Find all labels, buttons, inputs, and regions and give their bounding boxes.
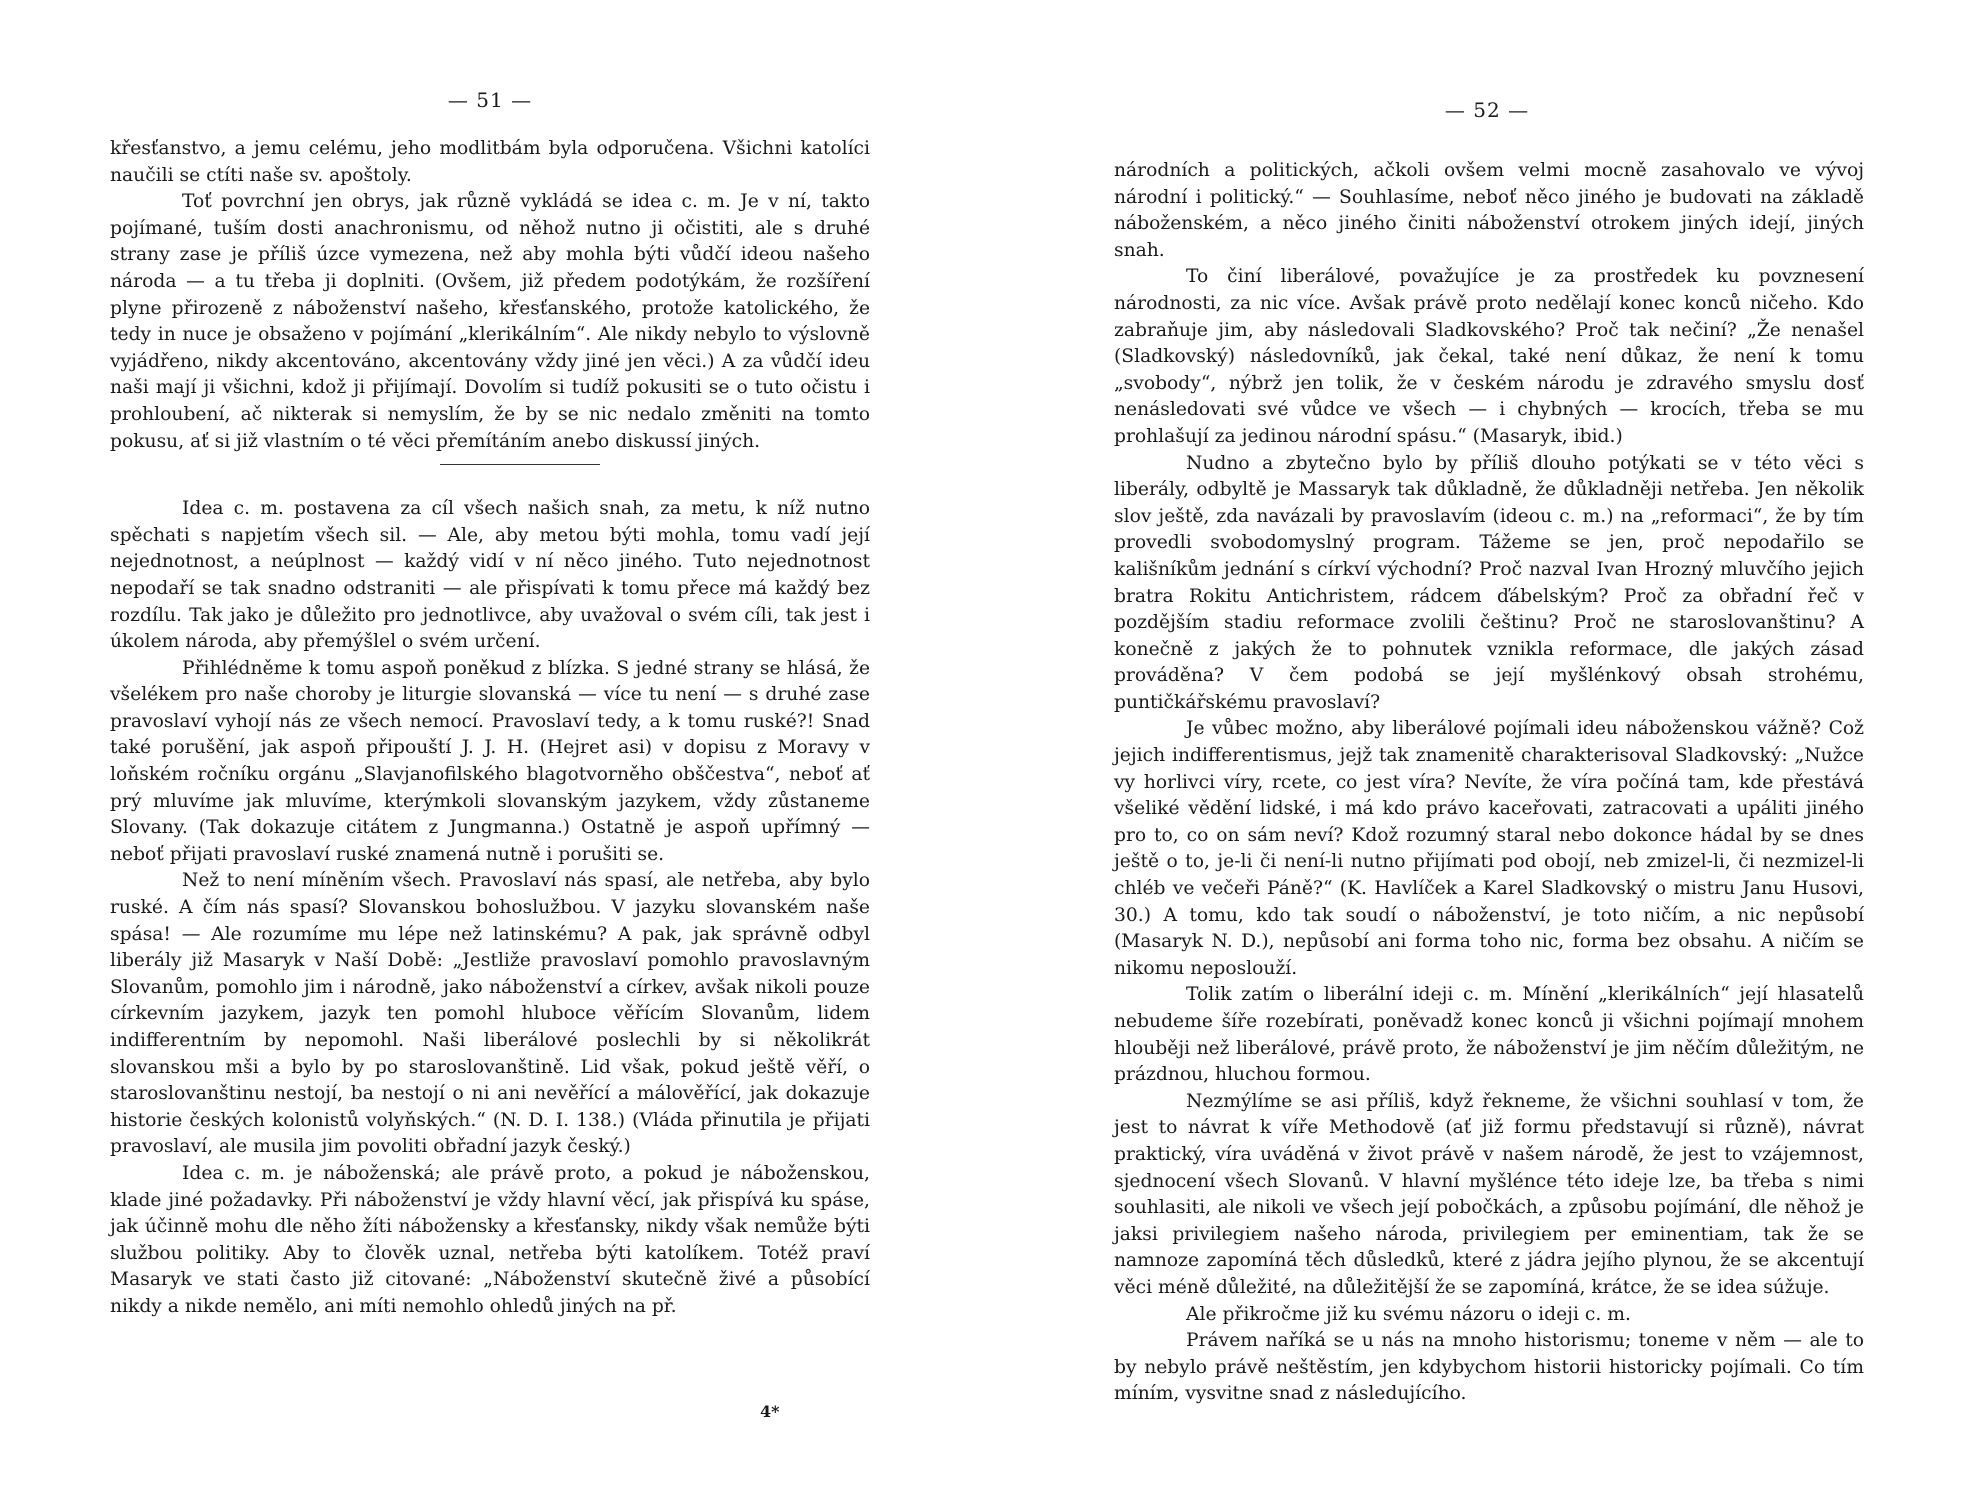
page-number: — 51 — bbox=[447, 88, 533, 112]
paragraph: Přihlédněme k tomu aspoň poněkud z blízka. S jedné strany se hlásá, že všelékem pro naše choroby je liturgie slovanská — více tu není — s druhé zase pravoslaví vyhojí nás ze všech nemocí. Pravoslaví tedy, a k tomu ruské?! Snad také porušění, jak aspoň připouští J. J. H. (Hejret asi) v dopisu z Moravy v loňském ročníku orgánu „Slavjanofilského blagotvorněho obščestva“, neboť ať prý mluvíme jak mluvíme, kterýmkoli slovanským jazykem, vždy zůstaneme Slovany. (Tak dokazuje citátem z Jungmanna.) Ostatně je aspoň upřímný — neboť přijati pravoslaví ruské znamená nutně i porušiti se. bbox=[110, 657, 870, 865]
paragraph: To činí liberálové, považujíce je za prostředek ku povznesení národnosti, za nic více. Avšak právě proto nedělají konec konců ničeho. Kdo zabraňuje jim, aby následovali Sladkovského? Proč tak nečiní? „Že nenašel (Sladkovský) následovníků, jak čekal, také není důkaz, že není k tomu „svobody“, nýbrž jen tolik, že v českém národu je zdravého smyslu dosť nenásledovati své vůdce ve všech — i chybných — krocích, třeba se mu prohlašují za jedinou národní spásu.“ (Masaryk, ibid.) bbox=[1114, 266, 1864, 447]
paragraph: Ale přikročme již ku svému názoru o ideji c. m. bbox=[1186, 1303, 1631, 1325]
paragraph: Idea c. m. je náboženská; ale právě proto, a pokud je náboženskou, klade jiné požadavky. Při náboženství je vždy hlavní věcí, jak přispívá ku spáse, jak účinně mohu dle něho žíti nábožensky a křesťansky, nikdy však nemůže býti službou politiky. Aby to člověk uznal, netřeba býti katolíkem. Totéž praví Masaryk ve stati často již citované: „Náboženství skutečně živé a působící nikdy a nikde nemělo, ani míti nemohlo ohledů jiných na př. bbox=[110, 1162, 870, 1317]
page-number: — 52 — bbox=[1444, 98, 1530, 122]
right-page bbox=[992, 0, 1984, 1500]
signature-mark: 4* bbox=[760, 1402, 780, 1421]
left-page-text bbox=[110, 136, 870, 1321]
section-divider bbox=[440, 464, 600, 465]
paragraph: křesťanstvo, a jemu celému, jeho modlitbám byla odporučena. Všichni katolíci naučili se ctíti naše sv. apoštoly. bbox=[110, 138, 870, 186]
paragraph: Než to není míněním všech. Pravoslaví nás spasí, ale netřeba, aby bylo ruské. A čím nás spasí? Slovanskou bohoslužbou. V jazyku slovanském naše spása! — Ale rozumíme mu lépe než latinskému? A pak, jak správně odbyl liberály již Masaryk v Naší Době: „Jestliže pravoslaví pomohlo pravoslavným Slovanům, pomohlo jim i národně, jako náboženství a církev, avšak nikoli pouze církevním jazykem, jazyk ten pomohl hluboce věřícím Slovanům, lidem indifferentním by nepomohl. Naši liberálové poslechli by si několikrát slovanskou mši a bylo by po staroslovanštině. Lid však, pokud ještě věří, o staroslovanštinu nestojí, ba nestojí o ni ani nevěřící a málověřící, jak dokazuje historie českých kolonistů volyňských.“ (N. D. I. 138.) (Vláda přinutila je přijati pravoslaví, ale musila jim povoliti obřadní jazyk český.) bbox=[110, 870, 870, 1158]
paragraph: Právem naříká se u nás na mnoho historismu; toneme v něm — ale to by nebylo právě neštěstím, jen kdybychom historii historicky pojímali. Co tím míním, vysvitne snad z následujícího. bbox=[1114, 1330, 1864, 1405]
paragraph: Nezmýlíme se asi příliš, když řekneme, že všichni souhlasí v tom, že jest to návrat k víře Methodově (ať již formu představují si různě), návrat praktický, víra uváděná v život právě v našem národě, že jest to vzájemnost, sjednocení všech Slovanů. V hlavní myšlénce této ideje lze, ba třeba s nimi souhlasiti, ale nikoli ve všech její pobočkách, a způsobu pojímání, dle něhož je jaksi privilegiem našeho národa, privilegiem per eminentiam, tak že se namnoze zapomíná těch důsledků, které z jádra jejího plynou, že se akcentují věci méně důležité, na důležitější že se zapomíná, krátce, že se idea súžuje. bbox=[1114, 1090, 1864, 1298]
paragraph: národních a politických, ačkoli ovšem velmi mocně zasahovalo ve vývoj národní i politický.“ — Souhlasíme, neboť něco jiného je budovati na základě náboženském, a něco jiného činiti náboženství otrokem jiných idejí, jiných snah. bbox=[1114, 160, 1864, 261]
paragraph: Tolik zatím o liberální ideji c. m. Mínění „klerikálních“ její hlasatelů nebudeme šíře rozebírati, poněvadž konec konců ji všichni pojímají mnohem hlouběji než liberálové, právě proto, že náboženství je jim něčím důležitým, ne prázdnou, hluchou formou. bbox=[1114, 984, 1864, 1086]
paragraph: Toť povrchní jen obrys, jak různě vykládá se idea c. m. Je v ní, takto pojímané, tuším dosti anachronismu, od něhož nutno ji očistiti, ale s druhé strany zase je příliš úzce vymezena, než aby mohla býti vůdčí ideou našeho národa — a tu třeba ji doplniti. (Ovšem, již předem podotýkám, že rozšíření plyne přirozeně z náboženství našeho, křesťanského, protože katolického, že tedy in nuce je obsaženo v pojímání „klerikálním“. Ale nikdy nebylo to výslovně vyjádřeno, nikdy akcentováno, akcentovány vždy jiné jen věci.) A za vůdčí ideu naši mají ji všichni, kdož ji přijímají. Dovolím si tudíž pokusiti se o tuto očistu i prohloubení, ač nikterak si nemyslím, že by se nic nedalo změniti na tomto pokusu, ať si již vlastním o té věci přemítáním anebo diskussí jiných. bbox=[110, 191, 870, 452]
right-page-text bbox=[1114, 158, 1864, 1408]
paragraph: Nudno a zbytečno bylo by příliš dlouho potýkati se v této věci s liberály, odbyltě je Massaryk tak důkladně, že důkladněji netřeba. Jen několik slov ještě, zda navázali by pravoslavím (ideou c. m.) na „reformaci“, že by tím provedli svobodomyslný program. Tážeme se jen, proč nepodařilo se kališníkům jednání s církví východní? Proč nazval Ivan Hrozný mluvčího jejich bratra Rokitu Antichristem, rádcem ďábelským? Proč za obřadní řeč v pozdějším stadiu reformace zvolili češtinu? Proč ne staroslovanštinu? A konečně z jakých že to pohnutek vznikla reformace, dle jakých zásad prováděna? V čem podobá se její myšlénkový obsah strohému, puntičkářskému pravoslaví? bbox=[1114, 452, 1864, 713]
paragraph: Je vůbec možno, aby liberálové pojímali ideu náboženskou vážně? Což jejich indifferentismus, jejž tak znamenitě charakterisoval Sladkovský: „Nužce vy horlivci víry, rcete, co jest víra? Nevíte, že víra počíná tam, kde přestává všeliké vědění lidské, i má kdo právo kaceřovati, zatracovati a upáliti jiného pro to, co on sám neví? Kdož rozumný staral nebo dokonce hádal by se dnes ještě o to, je-li či není-li nutno přijímati pod obojí, neb zmizel-li, či nezmizel-li chléb ve večeři Páně?“ (K. Havlíček a Karel Sladkovský o mistru Janu Husovi, 30.) A tomu, kdo tak soudí o náboženství, je toto ničím, a nic nepůsobí (Masaryk N. D.), nepůsobí ani forma toho nic, forma bez obsahu. A ničím se nikomu neposlouží. bbox=[1114, 718, 1864, 979]
paragraph: Idea c. m. postavena za cíl všech našich snah, za metu, k níž nutno spěchati s napjetím všech sil. — Ale, aby metou býti mohla, tomu vadí její nejednotnost, a neúplnost — každý vidí v ní něco jiného. Tuto nejednotnost nepodaří se tak snadno odstraniti — ale přispívati k tomu přece má každý bez rozdílu. Tak jako je důležito pro jednotlivce, aby uvažoval o svém cíli, tak jest i úkolem národa, aby přemýšlel o svém určení. bbox=[110, 498, 870, 653]
